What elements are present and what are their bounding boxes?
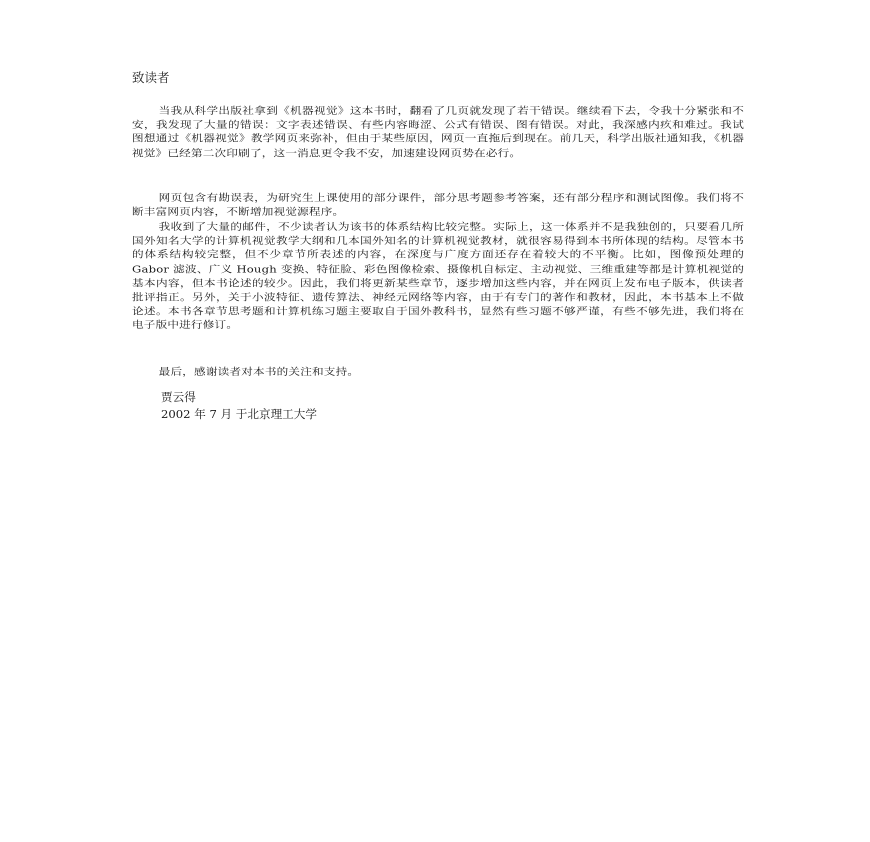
letter-heading: 致读者 [132,70,170,85]
author-name: 贾云得 [161,390,196,404]
signature-block [132,389,744,423]
paragraph-4: 最后，感谢读者对本书的关注和支持。 [158,365,360,378]
paragraph-4-wrap [132,365,744,383]
paragraph-3-wrap [132,220,744,365]
date-and-place: 2002 年 7 月 于北京理工大学 [161,407,317,421]
letter-page [132,70,744,423]
paragraph-1-wrap [132,104,744,191]
paragraph-3: 我收到了大量的邮件，不少读者认为该书的体系结构比较完整。实际上，这一体系并不是我独创的，只要看几所国外知名大学的计算机视觉教学大纲和几本国外知名的计算机视觉教材，就很容易得到本书所体现的结构。尽管本书的体系结构较完整，但不少章节所表述的内容，在深度与广度方面还存在着较大的不平衡。比如，图像预处理的 Gabor 滤波、广义 Hough 变换、特征脸、彩色图像检索、摄像机自标定、主动视觉、三维重建等都是计算机视觉的基本内容，但本书论述的较少。因此，我们将更新某些章节，逐步增加这些内容，并在网页上发布电子版本，供读者批评指正。另外，关于小波特征、遗传算法、神经元网络等内容，由于有专门的著作和教材，因此，本书基本上不做论述。本书各章节思考题和计算机练习题主要取自于国外教科书，显然有些习题不够严谨，有些不够先进，我们将在电子版中进行修订。 [132,220,744,332]
paragraph-2: 网页包含有勘误表，为研究生上课使用的部分课件，部分思考题参考答案，还有部分程序和测试图像。我们将不断丰富网页内容，不断增加视觉源程序。 [132,191,744,218]
paragraph-2-wrap [132,191,744,220]
paragraph-1: 当我从科学出版社拿到《机器视觉》这本书时，翻看了几页就发现了若干错误。继续看下去，令我十分紧张和不安，我发现了大量的错误：文字表述错误、有些内容晦涩、公式有错误、图有错误。对此，我深感内疚和难过。我试图想通过《机器视觉》教学网页来弥补，但由于某些原因，网页一直拖后到现在。前几天，科学出版社通知我，《机器视觉》已经第二次印刷了，这一消息更令我不安，加速建设网页势在必行。 [132,104,744,159]
